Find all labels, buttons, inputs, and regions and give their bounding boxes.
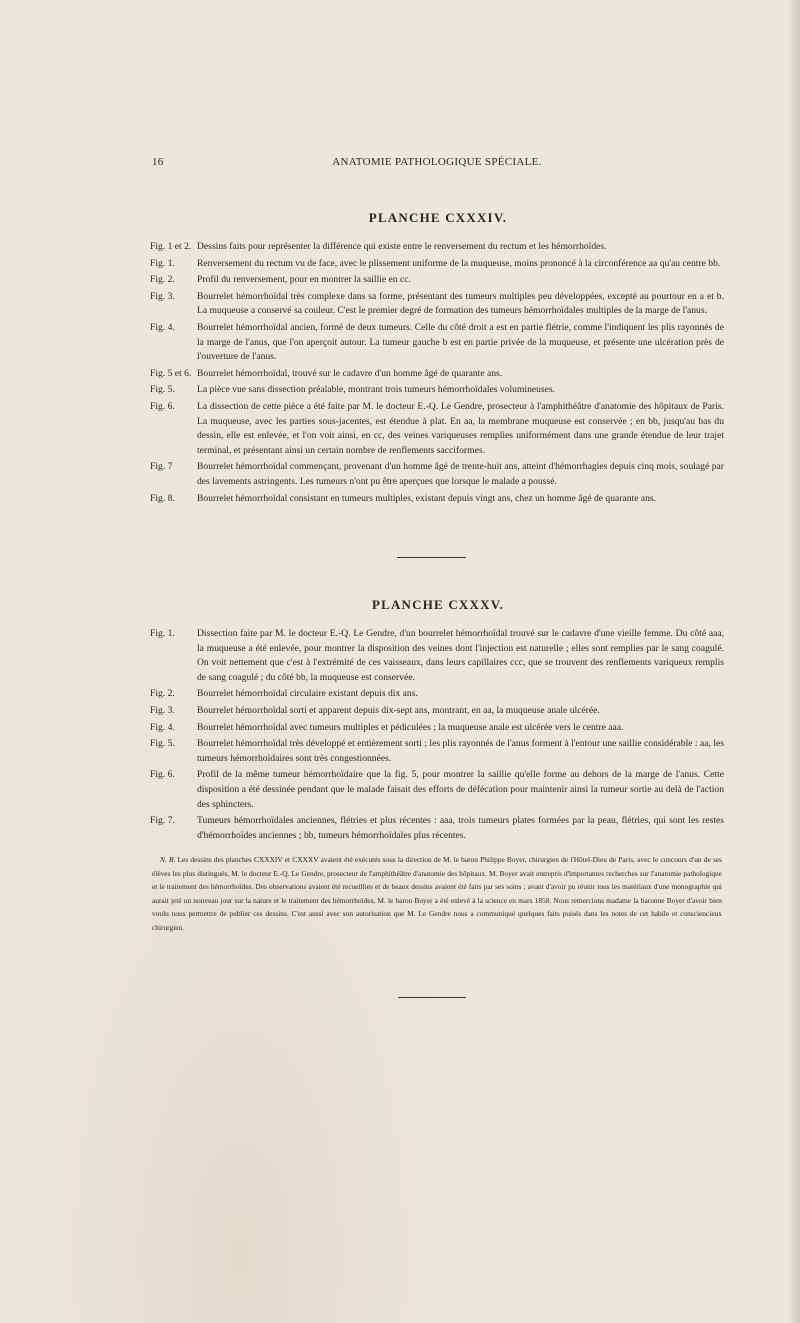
- figure-entry: [150, 721, 724, 736]
- figure-entry: [150, 737, 724, 766]
- figure-description: Bourrelet hémorrhoïdal ancien, formé de deux tumeurs. Celle du côté droit a est en partie flétrie, comme l'indiquent les plis rayonnés de la marge de l'anus, que l'on aperçoit autour. La tumeur gauche b est en partie privée de la muqueuse, et présente une ulcération près de l'ouverture de l'anus.: [197, 321, 724, 363]
- page-number: 16: [152, 156, 164, 168]
- figure-description: Bourrelet hémorrhoïdal sorti et apparent depuis dix-sept ans, montrant, en aa, la muqueuse anale ulcérée.: [197, 704, 600, 716]
- figure-entry: [150, 290, 724, 319]
- figure-description: Profil du renversement, pour en montrer la saillie en cc.: [197, 274, 411, 286]
- figure-description: Bourrelet hémorrhoïdal très développé et entièrement sorti ; les plis rayonnés de l'anus forment à l'entour une saillie considérable : aa, les tumeurs hémorrhoïdaires sont très congestionnées.: [197, 738, 724, 764]
- figure-label: Fig. 5 et 6.: [150, 367, 192, 379]
- figure-entry: [150, 257, 724, 272]
- page-edge: [790, 0, 800, 1323]
- figure-entry: [150, 400, 724, 458]
- section-divider: [397, 557, 466, 558]
- figure-label: Fig. 7: [150, 461, 173, 473]
- closing-divider: [398, 997, 466, 998]
- figure-entry: [150, 704, 724, 719]
- note-prefix: N. B.: [160, 855, 176, 864]
- figure-label: Fig. 3.: [150, 290, 175, 302]
- figure-entry: [150, 627, 724, 685]
- figure-description: Bourrelet hémorrhoïdal avec tumeurs multiples et pédiculées ; la muqueuse anale est ulcérée vers le centre aaa.: [197, 721, 624, 733]
- figure-label: Fig. 4.: [150, 721, 175, 733]
- running-title: ANATOMIE PATHOLOGIQUE SPÉCIALE.: [332, 156, 542, 168]
- figure-label: Fig. 1 et 2.: [150, 241, 192, 252]
- figure-description: Bourrelet hémorrhoïdal très complexe dans sa forme, présentant des tumeurs multiples peu développées, excepté au pourtour en a et b. La muqueuse a conservé sa couleur. C'est le premier degré de formation des tumeurs hémorrhoïdales multiples de la marge de l'anus.: [197, 290, 724, 317]
- figure-description: Tumeurs hémorrhoïdales anciennes, flétries et plus récentes : aaa, trois tumeurs plates formées par la peau, flétries, qui sont les restes d'hémorrhoïdes anciennes ; bb, tumeurs hémorrhoïdales plus récentes.: [197, 815, 724, 841]
- figure-description: La dissection de cette pièce a été faite par M. le docteur E.-Q. Le Gendre, prosecteur à l'amphithéâtre d'anatomie des hôpitaux de Paris. La muqueuse, avec les parties sous-jacentes, est étendue à plat. En aa, la membrane muqueuse est conservée ; en bb, jusqu'au bas du dessin, elle est enlevée, et l'on voit ainsi, en cc, des veines variqueuses remplies uniformément dans une grande étendue de leur trajet terminal, et présentant ainsi un certain nombre de renflements sacciformes.: [197, 400, 724, 456]
- planche-cxxxiv-figure-list: [150, 240, 724, 508]
- figure-label: Fig. 1.: [150, 628, 175, 639]
- editorial-note: [152, 853, 722, 934]
- figure-label: Fig. 1.: [150, 257, 175, 269]
- figure-description: Bourrelet hémorrhoïdal circulaire existant depuis dix ans.: [197, 688, 418, 700]
- figure-entry: [150, 383, 724, 398]
- figure-entry: [150, 814, 724, 843]
- figure-entry: [150, 240, 724, 255]
- figure-label: Fig. 6.: [150, 769, 175, 781]
- note-text: Les dessins des planches CXXXIV et CXXXV avaient été exécutés sous la direction de M. le baron Philippe Boyer, chirurgien de l'Hôtel-Dieu de Paris, avec le concours d'un de ses élèves les plus distingués, M. le docteur E.-Q. Le Gendre, prosecteur de l'amphithéâtre d'anatomie des hôpitaux. M. Boyer avait entrepris d'importantes recherches sur l'anatomie pathologique et le traitement des hémorrhoïdes. Des observations avaient été recueillies et de beaux dessins avaient été faits par ses soins ; avant d'avoir pu réunir tous les matériaux d'une monographie qui aurait jeté un nouveau jour sur la nature et le traitement des hémorrhoïdes, M. le baron Boyer a été enlevé à la science en mars 1858. Nous remercions madame la baronne Boyer d'avoir bien voulu nous permettre de publier ces dessins. C'est aussi avec son autorisation que M. Le Gendre nous a communiqué quelques faits puisés dans les notes de cet habile et consciencieux chirurgien.: [152, 855, 722, 932]
- figure-entry: [150, 492, 724, 507]
- figure-label: Fig. 3.: [150, 704, 175, 716]
- planche-cxxxv-figure-list: [150, 627, 724, 845]
- figure-description: La pièce vue sans dissection préalable, montrant trois tumeurs hémorrhoïdales volumineuses.: [197, 384, 556, 396]
- figure-entry: [150, 367, 724, 382]
- planche-cxxxv-title: PLANCHE CXXXV.: [371, 597, 505, 612]
- figure-description: Bourrelet hémorrhoïdal commençant, provenant d'un homme âgé de trente-huit ans, atteint d'hémorrhagies depuis cinq mois, soulagé par des lavements astringents. Les tumeurs n'ont pu être aperçues que lorsque le malade a poussé.: [197, 461, 724, 487]
- figure-description: Bourrelet hémorrhoïdal consistant en tumeurs multiples, existant depuis vingt ans, chez un homme âgé de quarante ans.: [197, 492, 657, 504]
- figure-label: Fig. 4.: [150, 321, 175, 333]
- figure-label: Fig. 6.: [150, 400, 175, 412]
- figure-label: Fig. 8.: [150, 492, 175, 504]
- figure-entry: [150, 687, 724, 702]
- figure-label: Fig. 5.: [150, 384, 175, 396]
- figure-description: Dissection faite par M. le docteur E.-Q. Le Gendre, d'un bourrelet hémorrhoïdal trouvé sur le cadavre d'une vieille femme. Du côté aaa, la muqueuse a été enlevée, pour montrer la disposition des veines dont l'injection est naturelle ; elles sont remplies par le sang coagulé. On voit nettement que c'est à l'extrémité de ces vaisseaux, dans leurs capillaires ccc, que se trouvent des renflements variqueux remplis de sang coagulé ; du côté bb, la muqueuse est conservée.: [197, 628, 724, 683]
- figure-entry: [150, 460, 724, 489]
- planche-cxxxiv-title: PLANCHE CXXXIV.: [368, 210, 508, 225]
- figure-label: Fig. 5.: [150, 738, 175, 750]
- figure-description: Profil de la même tumeur hémorrhoïdaire que la fig. 5, pour montrer la saillie qu'elle forme au dehors de la marge de l'anus. Cette disposition a été dessinée pendant que le malade faisait des efforts de défécation pour maintenir ainsi la tumeur sortie au delà de l'action des sphincters.: [197, 769, 724, 810]
- figure-label: Fig. 7.: [150, 815, 175, 827]
- figure-entry: [150, 321, 724, 365]
- figure-description: Renversement du rectum vu de face, avec le plissement uniforme de la muqueuse, moins prononcé à la circonférence aa qu'au centre bb.: [197, 257, 721, 269]
- figure-entry: [150, 273, 724, 288]
- figure-description: Bourrelet hémorrhoïdal, trouvé sur le cadavre d'un homme âgé de quarante ans.: [197, 367, 503, 379]
- page-header: [152, 156, 722, 172]
- figure-label: Fig. 2.: [150, 688, 175, 700]
- figure-label: Fig. 2.: [150, 274, 175, 286]
- figure-entry: [150, 768, 724, 812]
- figure-description: Dessins faits pour représenter la différence qui existe entre le renversement du rectum et les hémorrhoïdes.: [197, 241, 607, 252]
